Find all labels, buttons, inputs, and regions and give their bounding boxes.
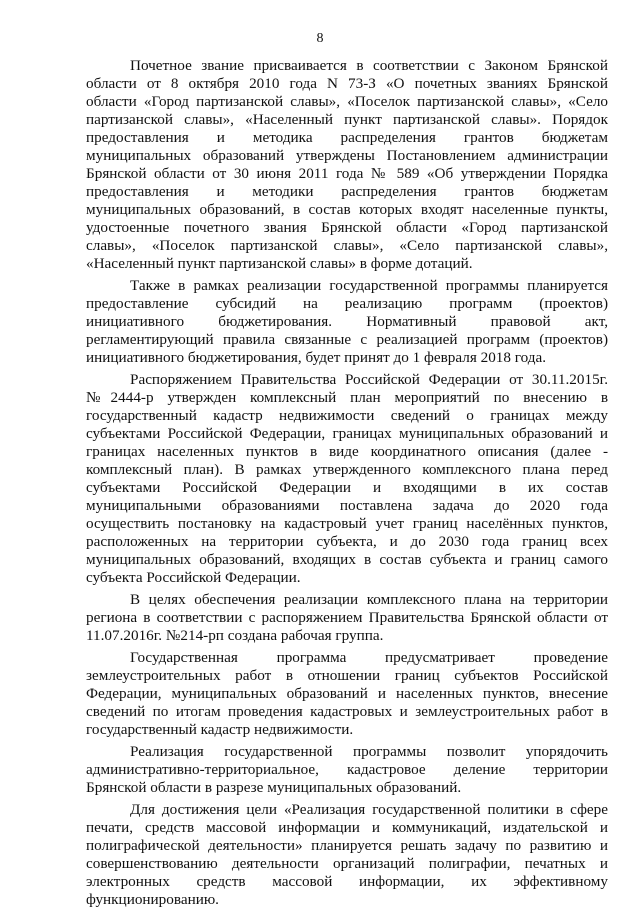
- paragraph-line: Для достижения цели «Реализация государственной политики в сфере: [130, 801, 608, 818]
- paragraph-line: региона в соответствии с распоряжением Правительства Брянской области от: [86, 609, 608, 626]
- paragraph-line: печати, средств массовой информации и коммуникаций, издательской и: [86, 819, 608, 836]
- paragraph-line: расположенных на территории субъекта, и до 2030 года границ всех: [86, 533, 608, 550]
- paragraph-line: Распоряжением Правительства Российской Федерации от 30.11.2015г.: [130, 371, 608, 388]
- paragraph-line: В целях обеспечения реализации комплексного плана на территории: [130, 591, 608, 608]
- paragraph-line: 11.07.2016г. №214-рп создана рабочая группа.: [86, 627, 384, 644]
- paragraph-line: Брянской области в разрезе муниципальных образований.: [86, 779, 462, 796]
- paragraph-line: административно-территориальное, кадастровое деление территории: [86, 761, 608, 778]
- paragraph-line: субъектами Российской Федерации и входящими в их состав: [86, 479, 608, 496]
- paragraph-line: Федерации, муниципальных образований и населенных пунктов, внесение: [86, 685, 608, 702]
- paragraph-line: предоставление субсидий на реализацию программ (проектов): [86, 295, 608, 312]
- paragraph-line: инициативного бюджетирования, будет принят до 1 февраля 2018 года.: [86, 349, 547, 366]
- paragraph-line: Государственная программа предусматривает проведение: [130, 649, 608, 666]
- paragraph-line: субъектами Российской Федерации, границах муниципальных образований и: [86, 425, 608, 442]
- paragraph-line: функционированию.: [86, 891, 219, 908]
- paragraph-line: «Населенный пункт партизанской славы» в форме дотаций.: [86, 255, 473, 272]
- paragraph-line: муниципальных образований, в состав которых входят населенные пункты,: [86, 201, 608, 218]
- paragraph: [86, 649, 608, 739]
- paragraph-line: удостоенные почетного звания Брянской области «Город партизанской: [86, 219, 608, 236]
- paragraph: [86, 57, 608, 273]
- paragraph-line: границах населенных пунктов в виде координатного описания (далее -: [86, 443, 608, 460]
- paragraph: [86, 801, 608, 909]
- paragraph: [86, 743, 608, 797]
- paragraph-line: Также в рамках реализации государственной программы планируется: [130, 277, 608, 294]
- paragraph-line: предоставления и методика распределения грантов бюджетам: [86, 129, 608, 146]
- paragraph-line: области «Город партизанской славы», «Поселок партизанской славы», «Село: [86, 93, 608, 110]
- paragraph: [86, 591, 608, 645]
- paragraph-line: Почетное звание присваивается в соответствии с Законом Брянской: [130, 57, 608, 74]
- paragraph-line: государственный кадастр недвижимости.: [86, 721, 354, 738]
- paragraph-line: государственный кадастр недвижимости сведений о границах между: [86, 407, 608, 424]
- paragraph-line: сведений по итогам проведения кадастровых и землеустроительных работ в: [86, 703, 608, 720]
- paragraph-line: Брянской области от 30 июня 2011 года № 589 «Об утверждении Порядка: [86, 165, 608, 182]
- paragraph-line: инициативного бюджетирования. Нормативный правовой акт,: [86, 313, 608, 330]
- paragraph-line: муниципальными образованиями поставлена задача до 2020 года: [86, 497, 608, 514]
- paragraph-line: электронных средств массовой информации, их эффективному: [86, 873, 608, 890]
- page-number: 8: [316, 31, 324, 46]
- paragraph-line: славы», «Поселок партизанской славы», «Село партизанской славы»,: [86, 237, 608, 254]
- paragraph-line: области от 8 октября 2010 года N 73-З «О почетных званиях Брянской: [86, 75, 608, 92]
- paragraph-line: муниципальных образований, входящих в состав субъекта и границ самого: [86, 551, 608, 568]
- paragraph-line: муниципальных образований утверждены Постановлением администрации: [86, 147, 608, 164]
- paragraph-line: субъекта Российской Федерации.: [86, 569, 301, 586]
- paragraph-line: землеустроительных работ в отношении границ субъектов Российской: [86, 667, 608, 684]
- paragraph-line: предоставления и методики распределения грантов бюджетам: [86, 183, 608, 200]
- paragraph: [86, 371, 608, 587]
- document-body: [86, 57, 608, 913]
- paragraph: [86, 277, 608, 367]
- paragraph-line: комплексный план). В рамках утвержденного комплексного плана перед: [86, 461, 608, 478]
- paragraph-line: партизанской славы», «Населенный пункт партизанской славы». Порядок: [86, 111, 608, 128]
- paragraph-line: совершенствованию деятельности организаций полиграфии, печатных и: [86, 855, 608, 872]
- paragraph-line: №2444-р утвержден комплексный план мероприятий по внесению в: [86, 389, 608, 406]
- paragraph-line: полиграфической деятельности» планируется решать задачу по развитию и: [86, 837, 608, 854]
- paragraph-line: Реализация государственной программы позволит упорядочить: [130, 743, 608, 760]
- paragraph-line: регламентирующий правила связанные с реализацией программ (проектов): [86, 331, 608, 348]
- paragraph-line: осуществить постановку на кадастровый учет границ населённых пунктов,: [86, 515, 608, 532]
